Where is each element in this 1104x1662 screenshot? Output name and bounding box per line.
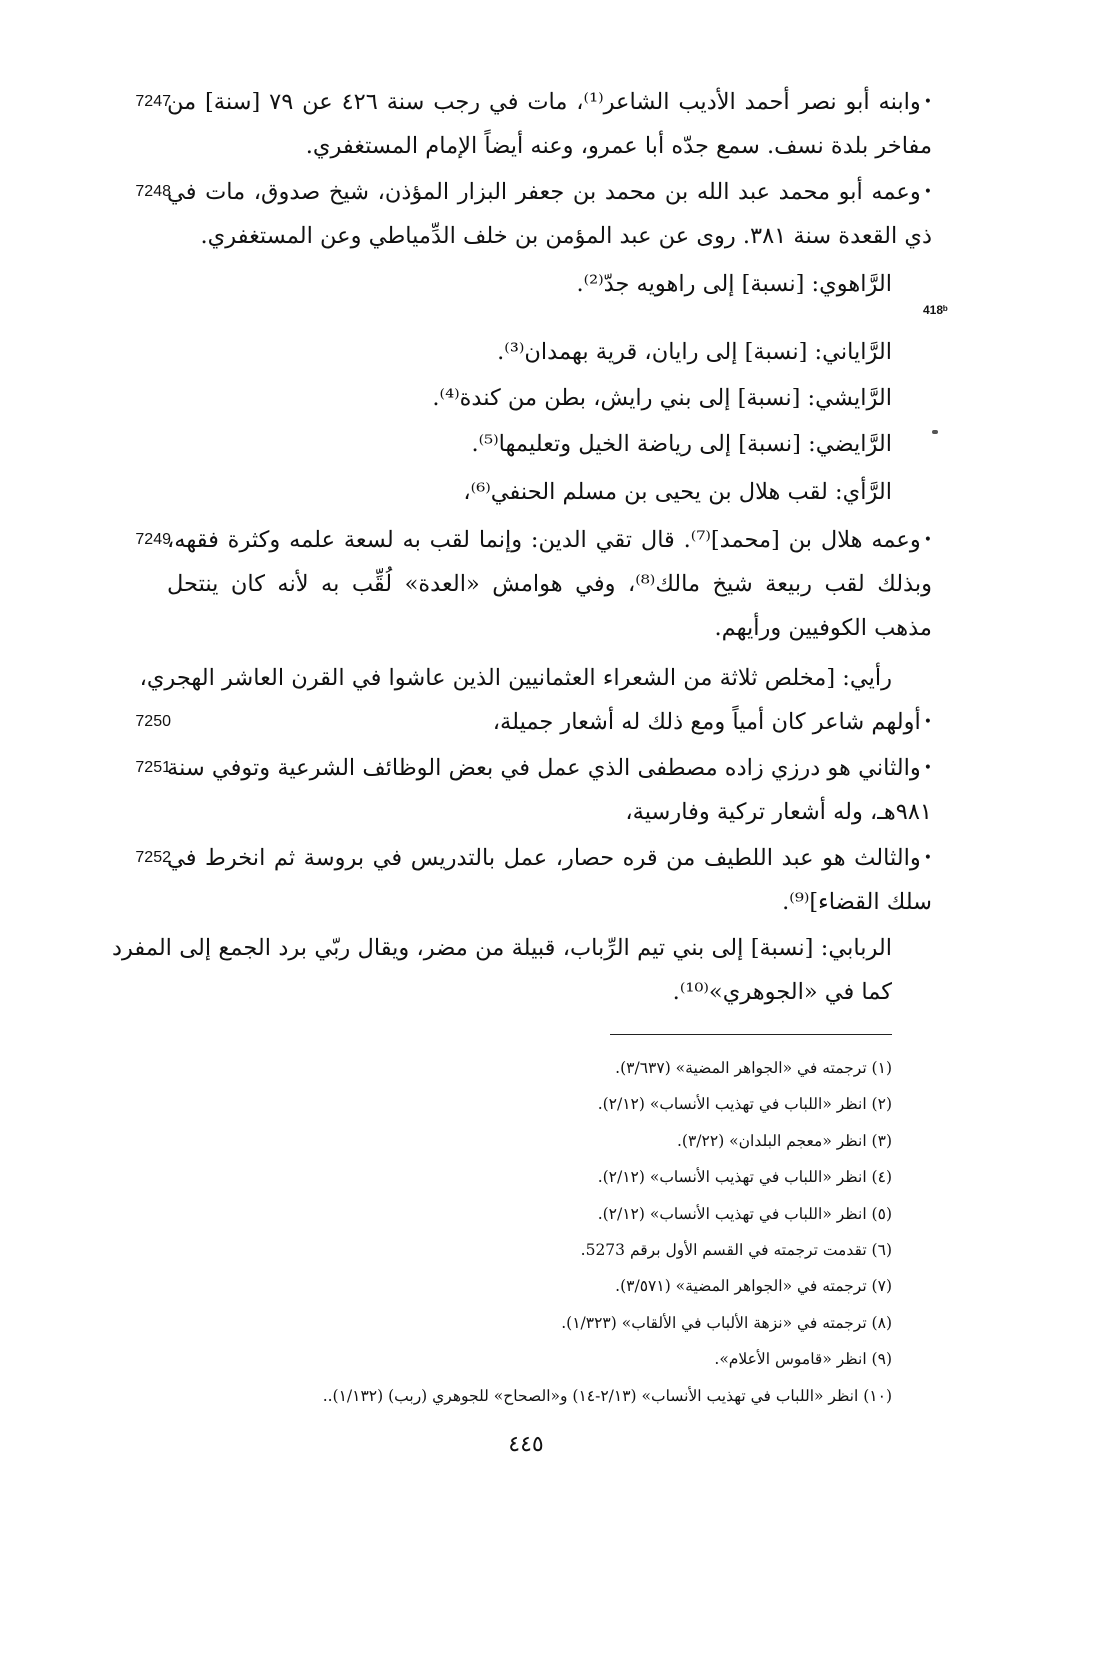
bullet-icon: • <box>923 532 932 548</box>
footnote: (٤) انظر «اللباب في تهذيب الأنساب» (٢/١٢). <box>597 1168 892 1187</box>
entry-7247 <box>112 80 932 168</box>
heading-rayishi: الرَّايشي: [نسبة] إلى بني رايش، بطن من كندة⁽⁴⁾. <box>432 385 892 411</box>
heading-rai: الرَّأي: لقب هلال بن يحيى بن مسلم الحنفي⁽⁶⁾، <box>463 479 892 505</box>
heading-rahawi: الرَّاهوي: [نسبة] إلى راهويه جدّ⁽²⁾. <box>576 271 892 297</box>
entry-text: والثالث هو عبد اللطيف من قره حصار، عمل بالتدريس في بروسة ثم انخرط في سلك القضاء]⁽⁹⁾. <box>167 845 932 915</box>
entry-7252 <box>112 836 932 924</box>
footnote: (٥) انظر «اللباب في تهذيب الأنساب» (٢/١٢). <box>597 1204 892 1223</box>
entry-7249 <box>112 518 932 650</box>
footnote: (٦) تقدمت ترجمته في القسم الأول برقم 5273. <box>580 1240 892 1259</box>
footnote: (٢) انظر «اللباب في تهذيب الأنساب» (٢/١٢). <box>597 1095 892 1114</box>
entry-number: 7250 <box>135 713 171 730</box>
entry-number: 7249 <box>135 531 171 548</box>
footnote-divider <box>610 1034 892 1035</box>
footnote: (٣) انظر «معجم البلدان» (٣/٢٢). <box>677 1131 892 1150</box>
heading-raiyi: رأيي: [مخلص ثلاثة من الشعراء العثمانيين الذين عاشوا في القرن العاشر الهجري، <box>139 665 892 691</box>
page-number: ٤٤٥ <box>508 1432 544 1457</box>
heading-rababi: الربابي: [نسبة] إلى بني تيم الرِّباب، قبيلة من مضر، ويقال ربّي برد الجمع إلى المفرد كما في «الجوهري»⁽¹⁰⁾. <box>112 935 892 1005</box>
entry-number: 7252 <box>135 849 171 866</box>
entry-text: وعمه هلال بن [محمد]⁽⁷⁾. قال تقي الدين: وإنما لقب به لسعة علمه وكثرة فقهه، وبذلك لقب ربيعة شيخ مالك⁽⁸⁾، وفي هوامش «العدة» لُقِّب به لأنه كان ينتحل مذهب الكوفيين ورأيهم. <box>167 527 932 641</box>
entry-7251 <box>112 746 932 834</box>
footnote: (١٠) انظر «اللباب في تهذيب الأنساب» (٢/١٣-١٤) و«الصحاح» للجوهري (ربب) (١/١٣٢).. <box>322 1386 892 1405</box>
margin-marker: 418ᵇ <box>923 303 948 317</box>
entry-text: والثاني هو درزي زاده مصطفى الذي عمل في بعض الوظائف الشرعية وتوفي سنة ٩٨١هـ، وله أشعار تركية وفارسية، <box>167 755 932 825</box>
bullet-icon: • <box>923 94 933 110</box>
heading-rayani: الرَّاياني: [نسبة] إلى رايان، قرية بهمدان⁽³⁾. <box>497 339 892 365</box>
scan-speck <box>932 430 938 434</box>
footnote: (٩) انظر «قاموس الأعلام». <box>714 1350 892 1369</box>
footnote: (٨) ترجمته في «نزهة الألباب في الألقاب» (١/٣٢٣). <box>561 1313 892 1332</box>
bullet-icon: • <box>923 850 932 866</box>
entry-number: 7247 <box>135 93 171 110</box>
entry-number: 7248 <box>135 183 171 200</box>
footnote: (١) ترجمته في «الجواهر المضية» (٣/٦٣٧). <box>615 1059 892 1077</box>
entry-7250 <box>112 700 932 744</box>
bullet-icon: • <box>923 760 932 776</box>
bullet-icon: • <box>923 184 932 200</box>
entry-text: وابنه أبو نصر أحمد الأديب الشاعر⁽¹⁾، مات في رجب سنة ٤٢٦ عن ٧٩ [سنة] من مفاخر بلدة نسف. سمع جدّه أبا عمرو، وعنه أيضاً الإمام المستغفري. <box>167 89 932 159</box>
heading-rayidi: الرَّايضي: [نسبة] إلى رياضة الخيل وتعليمها⁽⁵⁾. <box>471 431 892 457</box>
bullet-icon: • <box>923 714 932 730</box>
entry-number: 7251 <box>135 759 171 776</box>
footnotes <box>250 1050 892 1414</box>
footnote: (٧) ترجمته في «الجواهر المضية» (٣/٥٧١). <box>615 1277 892 1296</box>
entry-text: وعمه أبو محمد عبد الله بن محمد بن جعفر البزار المؤذن، شيخ صدوق، مات في ذي القعدة سنة ٣٨١. روى عن عبد المؤمن بن خلف الدِّمياطي وعن المستغفري. <box>167 179 932 249</box>
entry-text: أولهم شاعر كان أمياً ومع ذلك له أشعار جميلة، <box>492 709 921 735</box>
entry-7248 <box>112 170 932 258</box>
